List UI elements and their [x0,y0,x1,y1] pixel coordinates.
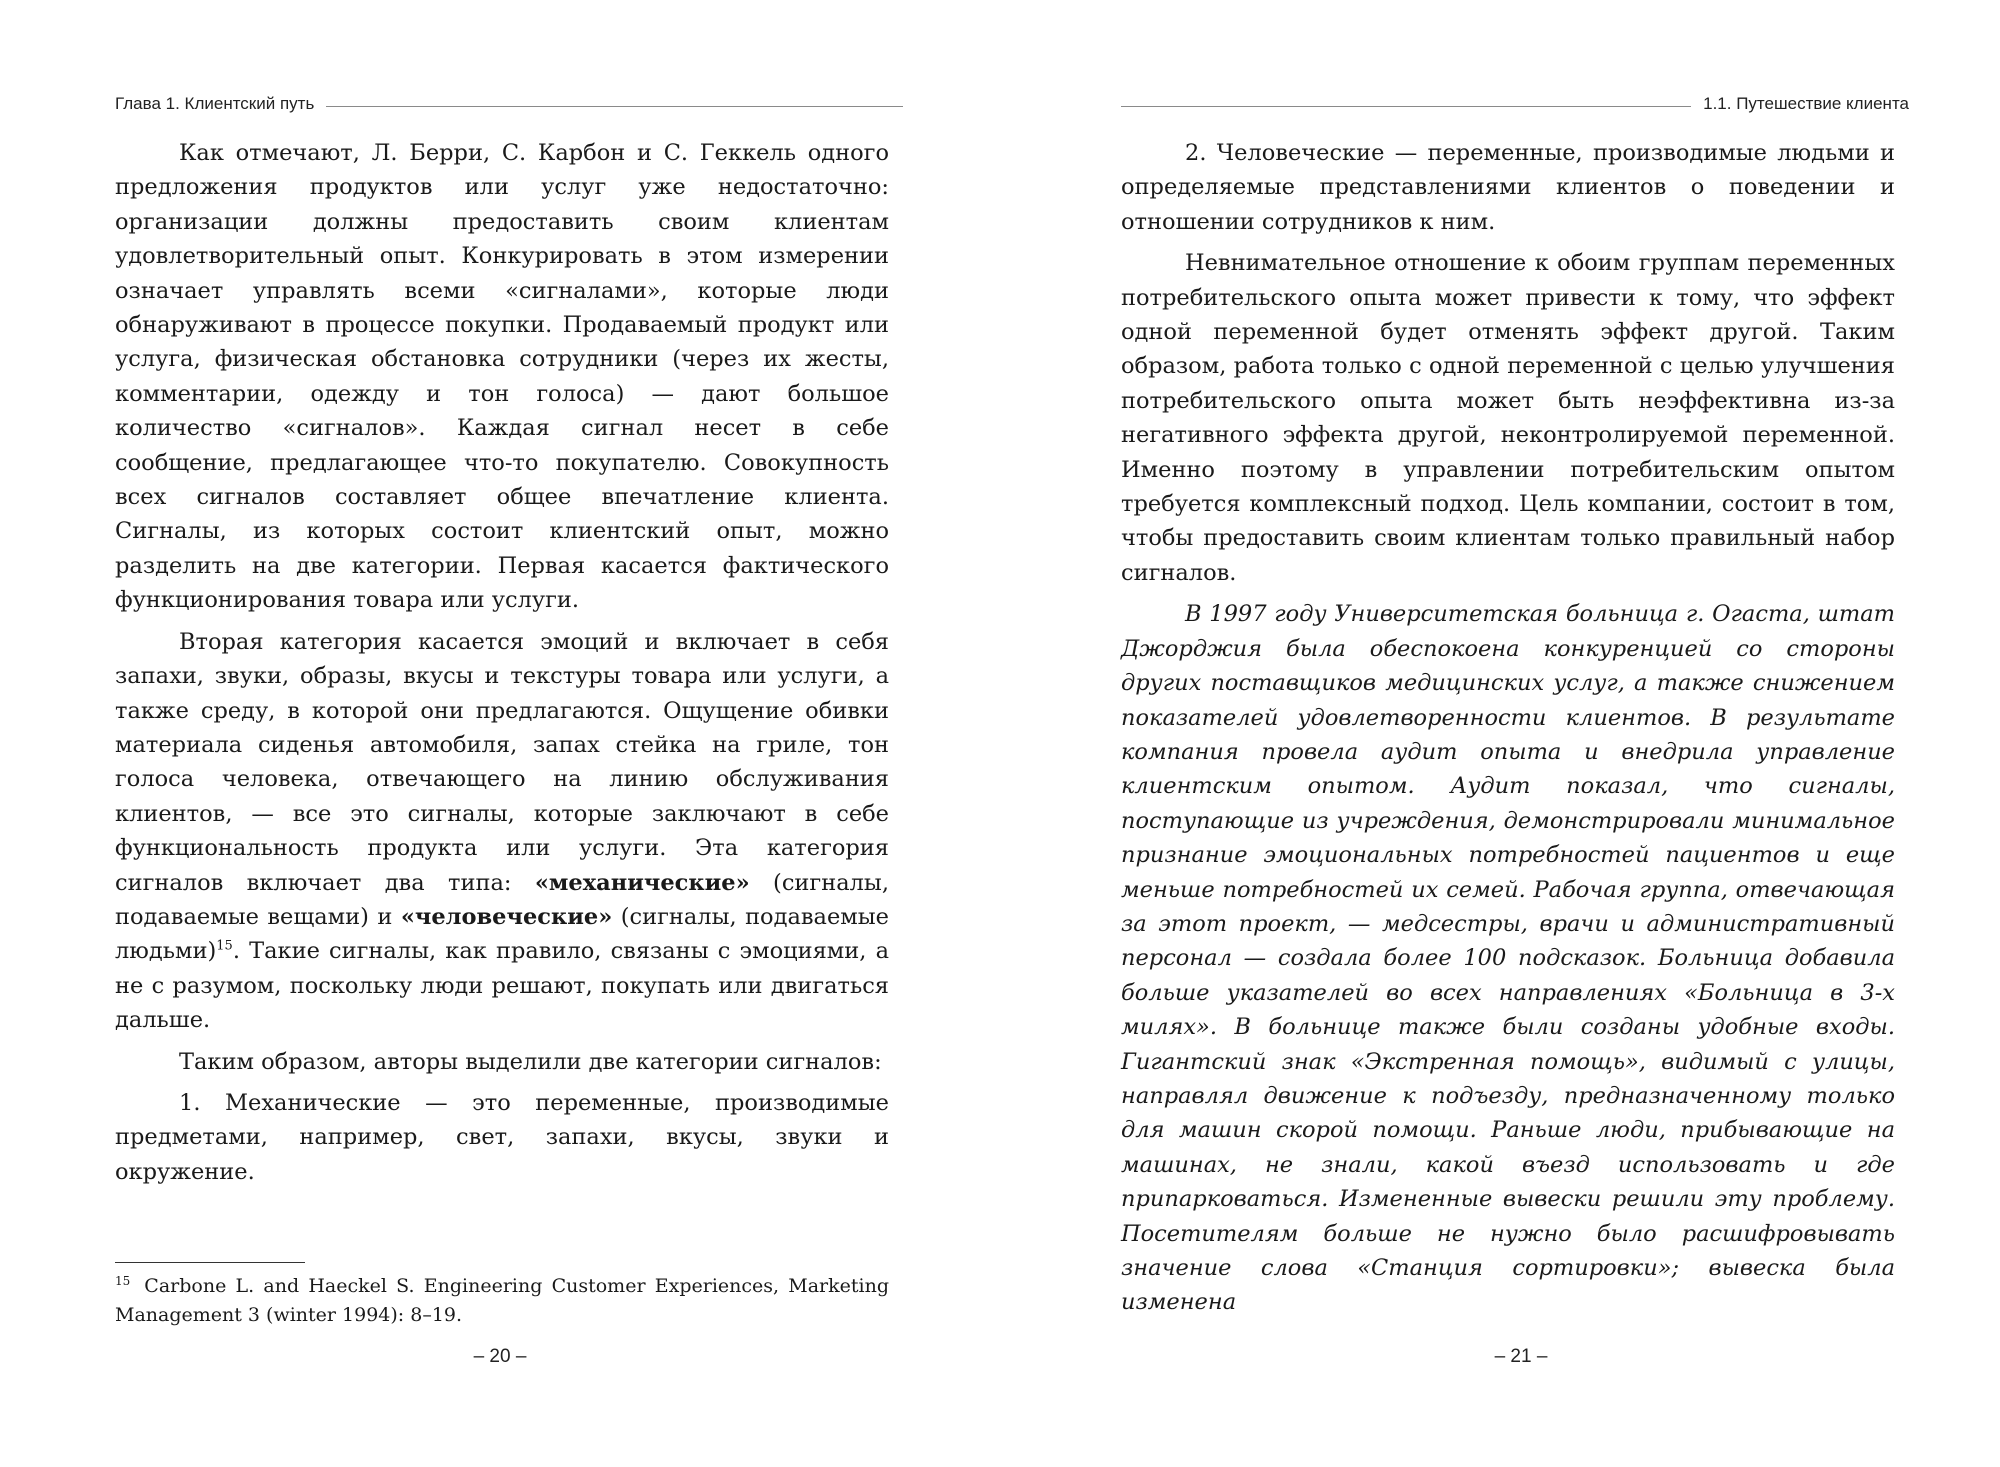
case-study-paragraph: В 1997 году Университетская больница г. Огаста, штат Джорджия была обеспокоена конкуренцией со стороны других поставщиков медицинских услуг, а также снижением показателей удовлетворенности клиентов. В результате компания провела аудит опыта и внедрила управление клиентским опытом. Аудит показал, что сигналы, поступающие из учреждения, демонстрировали минимальное признание эмоциональных потребностей пациентов и еще меньше потребностей их семей. Рабочая группа, отвечающая за этот проект, — медсестры, врачи и административный персонал — создала более 100 подсказок. Больница добавила больше указателей во всех направлениях «Больница в 3-х милях». В больнице также были созданы удобные входы. Гигантский знак «Экстренная помощь», видимый с улицы, направлял движение к подъезду, предназначенному только для машин скорой помощи. Раньше люди, прибывающие на машинах, не знали, какой въезд использовать и где припарковаться. Измененные вывески решили эту проблему. Посетителям больше не нужно было расшифровывать значение слова «Станция сортировки»; вывеска была изменена [1121,601,1895,1316]
paragraph-text: (сигналы, подаваемые людьми) [115,903,889,965]
right-body-text [1121,136,1895,1327]
footnote-text: Carbone L. and Haeckel S. Engineering Customer Experiences, Marketing Management 3 (winter 1994): 8–19. [115,1275,889,1326]
left-running-head [115,94,903,114]
bold-term-mechanical: «механические» [534,869,750,896]
footnote-number: 15 [115,1273,131,1288]
head-rule [1121,106,1691,107]
footnote [115,1272,889,1330]
section-title: 1.1. Путешествие клиента [1703,94,1909,113]
paragraph-text: . Такие сигналы, как правило, связаны с эмоциями, а не с разумом, поскольку люди решают, покупать или двигаться дальше. [115,938,889,1034]
footnote-ref[interactable]: 15 [216,938,233,954]
bold-term-human: «человеческие» [400,903,613,930]
paragraph: 2. Человеческие — переменные, производимые людьми и определяемые представлениями клиентов о поведении и отношении сотрудников к ним. [1121,140,1895,235]
paragraph [115,625,889,1038]
paragraph: Как отмечают, Л. Берри, С. Карбон и С. Геккель одного предложения продуктов или услуг уже недостаточно: организации должны предоставить своим клиентам удовлетворительный опыт. Конкурировать в этом измерении означает управлять всеми «сигналами», которые люди обнаруживают в процессе покупки. Продаваемый продукт или услуга, физическая обстановка сотрудники (через их жесты, комментарии, одежду и тон голоса) — дают большое количество «сигналов». Каждая сигнал несет в себе сообщение, предлагающее что-то покупателю. Совокупность всех сигналов составляет общее впечатление клиента. Сигналы, из которых состоит клиентский опыт, можно разделить на две категории. Первая касается фактического функционирования товара или услуги. [115,140,889,614]
footnote-rule [115,1262,305,1263]
page-number: – 20 – [473,1346,527,1367]
paragraph: Невнимательное отношение к обоим группам переменных потребительского опыта может привести к тому, что эффект одной переменной будет отменять эффект другой. Таким образом, работа только с одной переменной с целью улучшения потребительского опыта может быть неэффективна из-за негативного эффекта другой, неконтролируемой переменной. Именно поэтому в управлении потребительским опытом требуется комплексный подход. Цель компании, состоит в том, чтобы предоставить своим клиентам только правильный набор сигналов. [1121,250,1895,586]
right-page [1000,0,2000,1467]
right-running-head [1121,94,1909,114]
paragraph-text: Вторая категория касается эмоций и включает в себя запахи, звуки, образы, вкусы и текстуры товара или услуги, а также среду, в которой они предлагаются. Ощущение обивки материала сиденья автомобиля, запах стейка на гриле, тон голоса человека, отвечающего на линию обслуживания клиентов, — все это сигналы, которые заключают в себе функциональность продукта или услуги. Эта категория сигналов включает два типа: [115,628,889,896]
chapter-title: Глава 1. Клиентский путь [115,94,315,113]
head-rule [326,106,903,107]
page-number: – 21 – [1494,1346,1548,1367]
paragraph-text: (сигналы, подаваемые вещами) и [115,869,889,930]
paragraph: 1. Механические — это переменные, производимые предметами, например, свет, запахи, вкусы, звуки и окружение. [115,1089,889,1185]
left-body-text [115,136,889,1196]
paragraph: Таким образом, авторы выделили две категории сигналов: [179,1048,882,1075]
